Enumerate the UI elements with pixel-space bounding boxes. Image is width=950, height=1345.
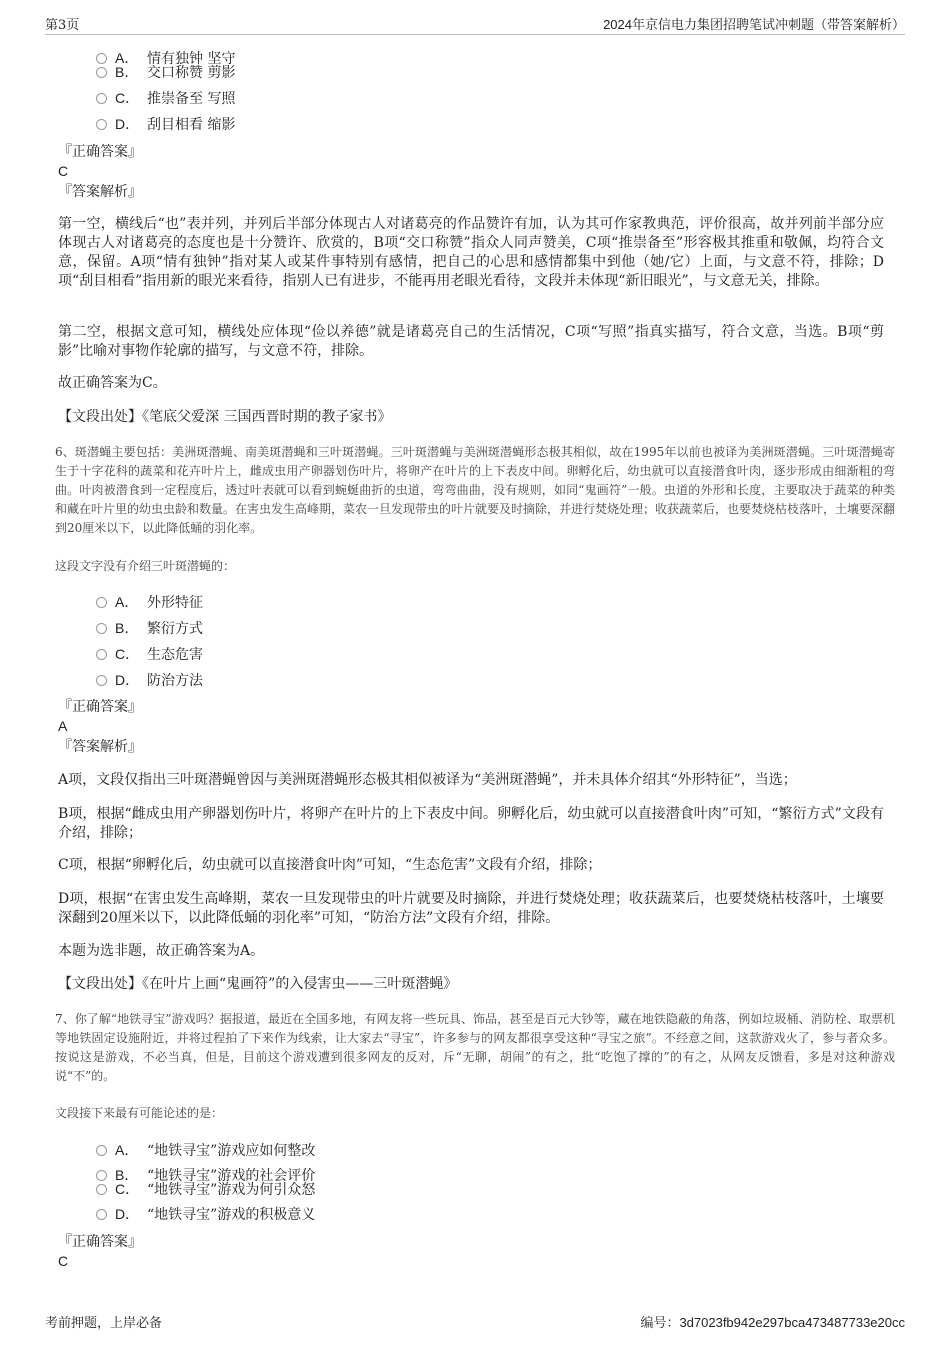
radio-icon[interactable] [96,675,107,686]
radio-icon[interactable] [96,1170,107,1181]
q6-answer-label: 『正确答案』 [58,699,142,715]
radio-icon[interactable] [96,67,107,78]
q6-source: 【文段出处】《在叶片上画“鬼画符”的入侵害虫——三叶斑潜蝇》 [58,976,458,992]
q7-question: 文段接下来最有可能论述的是： [55,1106,224,1120]
q6-analysis-label: 『答案解析』 [58,739,142,755]
q6-analysis-para-4: D项，根据“在害虫发生高峰期，菜农一旦发现带虫的叶片就要及时摘除，并进行焚烧处理；收获蔬菜后，也要焚烧枯枝落叶，土壤要深翻到20厘米以下，以此降低蛹的羽化率”可知，“防治方法”文段有介绍，排除。 [58,891,884,926]
q5-answer-label: 『正确答案』 [58,144,142,160]
q6-analysis-para-2: B项，根据“雌成虫用产卵器划伤叶片，将卵产在叶片的上下表皮中间。卵孵化后，幼虫就可以直接潜食叶肉”可知，“繁衍方式”文段有介绍，排除； [58,806,884,841]
q7-answer-label: 『正确答案』 [58,1234,142,1250]
radio-icon[interactable] [96,597,107,608]
q7-stem: 7、你了解“地铁寻宝”游戏吗？据报道，最近在全国多地，有网友将一些玩具、饰品，甚至是百元大钞等，藏在地铁隐蔽的角落，例如垃圾桶、消防栓、取票机等地铁固定设施附近，并将过程拍了下来作为线索，让大家去“寻宝”，许多参与的网友都很享受这种“寻宝之旅”。不经意之间，这款游戏火了，参与者众多。按说这是游戏，不必当真，但是，目前这个游戏遭到很多网友的反对，斥“无聊，胡闹”的有之，批“吃饱了撑的”的有之，从网友反馈看，多是对这种游戏说“不”的。 [55,1012,895,1083]
q5-option-c[interactable]: C． 推崇备至 写照 [96,89,235,107]
radio-icon[interactable] [96,1184,107,1195]
q6-question: 这段文字没有介绍三叶斑潜蝇的： [55,559,236,573]
radio-icon[interactable] [96,93,107,104]
q6-stem: 6、斑潜蝇主要包括：美洲斑潜蝇、南美斑潜蝇和三叶斑潜蝇。三叶斑潜蝇与美洲斑潜蝇形态极其相似，故在1995年以前也被译为美洲斑潜蝇。三叶斑潜蝇寄生于十字花科的蔬菜和花卉叶片上，雌成虫用产卵器划伤叶片，将卵产在叶片的上下表皮中间。卵孵化后，幼虫就可以直接潜食叶肉，逐步形成由细渐粗的弯曲。叶肉被潜食到一定程度后，透过叶表就可以看到蜿蜒曲折的虫道，弯弯曲曲，没有规则，如同“鬼画符”一般。虫道的外形和长度，主要取决于蔬菜的种类和藏在叶片里的幼虫虫龄和数量。在害虫发生高峰期，菜农一旦发现带虫的叶片就要及时摘除，并进行焚烧处理；收获蔬菜后，也要焚烧枯枝落叶，土壤要深翻到20厘米以下，以此降低蛹的羽化率。 [55,445,896,535]
q5-analysis-label: 『答案解析』 [58,184,142,200]
q6-answer: A [58,718,68,734]
footer-serial: 编号：3d7023fb942e297bca473487733e20cc [640,1315,905,1330]
q5-analysis-para-1: 第一空，横线后“也”表并列，并列后半部分体现古人对诸葛亮的作品赞许有加，认为其可作家教典范，评价很高，故并列前半部分应体现古人对诸葛亮的态度也是十分赞许、欣赏的，B项“交口称赞”指众人同声赞美，C项“推崇备至”形容极其推重和敬佩，均符合文意，保留。A项“情有独钟”指对某人或某件事特别有感情，把自己的心思和感情都集中到他（她/它）上面，与文意不符，排除；D项“刮目相看”指用新的眼光来看待，指别人已有进步，不能再用老眼光看待，文段并未体现“新旧眼光”，与文意无关，排除。 [58,216,884,289]
q5-analysis-para-2: 第二空，根据文意可知，横线处应体现“俭以养德”就是诸葛亮自己的生活情况，C项“写照”指真实描写，符合文意，当选。B项“剪影”比喻对事物作轮廓的描写，与文意不符，排除。 [58,324,884,359]
page-number: 第3页 [45,18,80,33]
q7-option-c[interactable]: C． “地铁寻宝”游戏为何引众怒 [96,1180,315,1198]
q6-analysis-para-3: C项，根据“卵孵化后，幼虫就可以直接潜食叶肉”可知，“生态危害”文段有介绍，排除； [58,857,602,873]
q6-option-a[interactable]: A． 外形特征 [96,593,203,611]
radio-icon[interactable] [96,119,107,130]
page-header [45,0,905,35]
q5-option-b[interactable]: B． 交口称赞 剪影 [96,63,235,81]
q6-option-d[interactable]: D． 防治方法 [96,671,203,689]
q6-option-c[interactable]: C． 生态危害 [96,645,203,663]
q5-analysis-para-3: 故正确答案为C。 [58,375,167,391]
q7-option-a[interactable]: A． “地铁寻宝”游戏应如何整改 [96,1141,315,1159]
q5-source: 【文段出处】《笔底父爱深 三国西晋时期的教子家书》 [58,409,392,425]
radio-icon[interactable] [96,53,107,64]
document-title: 2024年京信电力集团招聘笔试冲刺题（带答案解析） [603,17,905,32]
radio-icon[interactable] [96,649,107,660]
radio-icon[interactable] [96,1209,107,1220]
q7-option-d[interactable]: D． “地铁寻宝”游戏的积极意义 [96,1205,315,1223]
q6-analysis-para-5: 本题为选非题，故正确答案为A。 [58,943,265,959]
q7-answer: C [58,1253,69,1269]
footer-slogan: 考前押题，上岸必备 [45,1316,163,1331]
q7-option-b[interactable]: B． “地铁寻宝”游戏的社会评价 [96,1166,315,1184]
q6-analysis-para-1: A项，文段仅指出三叶斑潜蝇曾因与美洲斑潜蝇形态极其相似被译为“美洲斑潜蝇”，并未具体介绍其“外形特征”，当选； [58,772,797,788]
radio-icon[interactable] [96,1145,107,1156]
q5-option-a[interactable]: A． 情有独钟 坚守 [96,49,235,67]
q5-answer: C [58,163,69,179]
q5-option-d[interactable]: D． 刮目相看 缩影 [96,115,235,133]
q6-option-b[interactable]: B． 繁衍方式 [96,619,203,637]
radio-icon[interactable] [96,623,107,634]
